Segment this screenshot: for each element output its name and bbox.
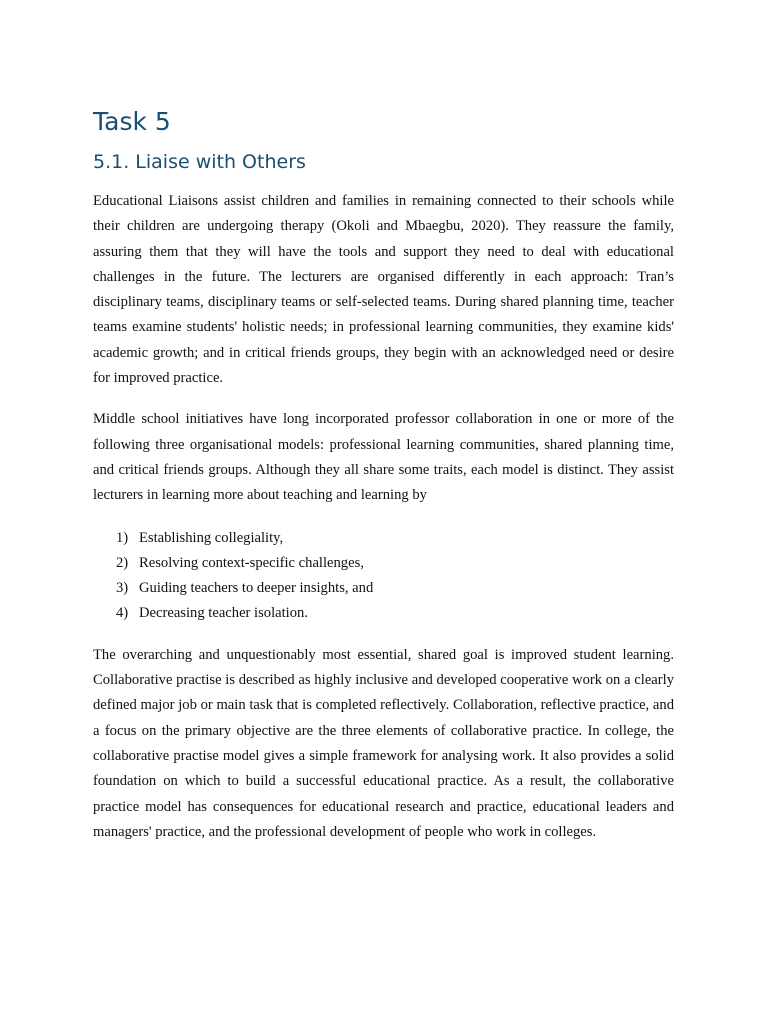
list-item-number: 1)	[116, 529, 129, 546]
paragraph-shared-goal: The overarching and unquestionably most essential, shared goal is improved student learning. Collaborative practise is described as highly inclusive and developed cooperative work on a clearly defined major job or main task that is completed reflectively. Collaboration, reflective practice, and a focus on the primary objective are the three elements of collaborative practice. In college, the collaborative practise model gives a simple framework for analysing work. It also provides a solid foundation on which to build a successful educational practice. As a result, the collaborative practice model has consequences for educational research and practice, educational leaders and managers' practice, and the professional development of people who work in colleges.	[93, 646, 674, 840]
section-heading: 5.1. Liaise with Others	[93, 151, 306, 173]
numbered-list	[93, 526, 674, 627]
list-item-number: 3)	[116, 580, 129, 597]
list-item	[116, 601, 674, 626]
list-item-text: Guiding teachers to deeper insights, and	[139, 580, 374, 597]
page-title: Task 5	[93, 107, 171, 136]
paragraph-educational-liaisons: Educational Liaisons assist children and families in remaining connected to their schools while their children are undergoing therapy (Okoli and Mbaegbu, 2020). They reassure the family, assuring them that they will have the tools and support they need to deal with educational challenges in the future. The lecturers are organised differently in each approach: Tran’s disciplinary teams, disciplinary teams or self-selected teams. During shared planning time, teacher teams examine students' holistic needs; in professional learning communities, they examine kids' academic growth; and in critical friends groups, they begin with an acknowledged need or desire for improved practice.	[93, 193, 674, 387]
list-item	[116, 576, 674, 601]
document-page	[93, 105, 674, 845]
list-item-number: 4)	[116, 605, 129, 622]
list-item	[116, 526, 674, 551]
list-item-text: Establishing collegiality,	[139, 529, 284, 546]
list-item-text: Decreasing teacher isolation.	[139, 605, 308, 622]
list-item	[116, 551, 674, 576]
paragraph-middle-school-initiatives: Middle school initiatives have long incorporated professor collaboration in one or more of the following three organisational models: professional learning communities, shared planning time, and critical friends groups. Although they all share some traits, each model is distinct. They assist lecturers in learning more about teaching and learning by	[93, 411, 674, 504]
list-item-text: Resolving context-specific challenges,	[139, 554, 364, 571]
list-item-number: 2)	[116, 554, 129, 571]
